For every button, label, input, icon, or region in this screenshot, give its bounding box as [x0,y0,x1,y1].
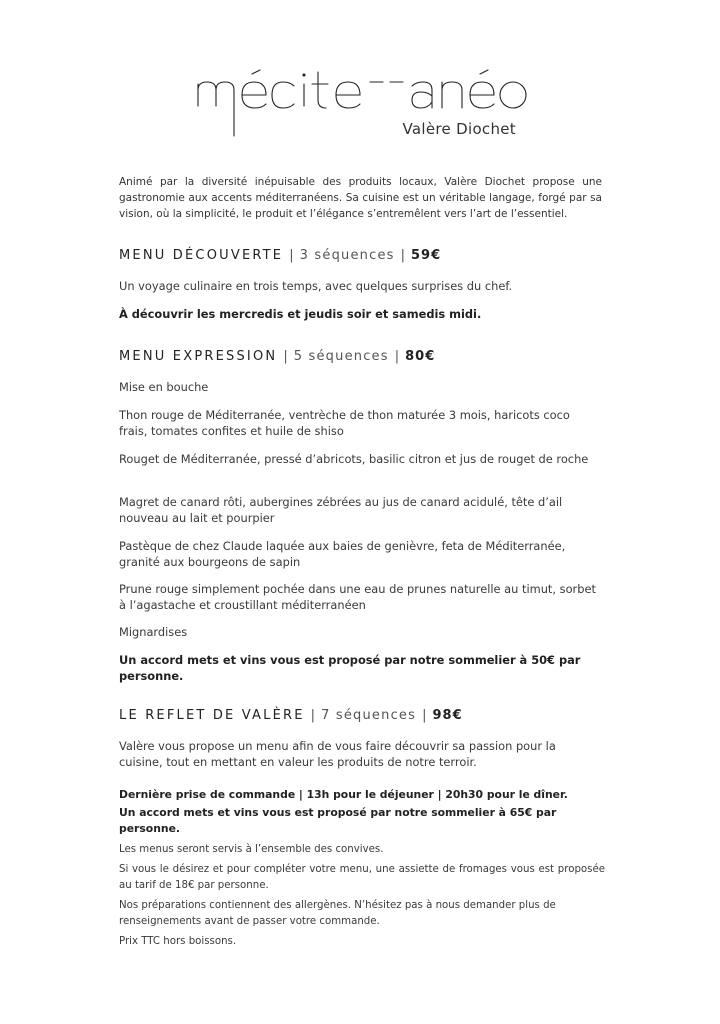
menu-reflet-description: Valère vous propose un menu afin de vous faire découvrir sa passion pour la cuisine, tout en mettant en valeur les produits de notre terroir. [119,739,556,769]
menu-name: MENU EXPRESSION [119,349,278,364]
separator: | [289,248,294,263]
course-item: Rouget de Méditerranée, pressé d’abricots, basilic citron et jus de rouget de roche [119,452,589,466]
menu-reflet-pairing: Un accord mets et vins vous est proposé par notre sommelier à 65€ par personne. [119,806,557,835]
course-item: Mignardises [119,625,188,639]
menu-price: 59€ [411,248,442,263]
menu-decouverte-description: Un voyage culinaire en trois temps, avec quelques surprises du chef. [119,279,513,293]
chef-name: Valère Diochet [402,120,516,138]
note-item: Nos préparations contiennent des allergènes. N’hésitez pas à nous demander plus de renseignements avant de passer votre commande. [119,900,556,927]
menu-price: 98€ [432,708,463,723]
separator: | [422,708,427,723]
course-item: Mise en bouche [119,380,209,394]
separator: | [310,708,316,723]
menu-reflet-heading [119,708,463,723]
restaurant-logo [190,68,530,148]
menu-name: MENU DÉCOUVERTE [119,248,284,263]
course-item: Magret de canard rôti, aubergines zébrées au jus de canard acidulé, tête d’ail nouveau au lait et pourpier [119,495,563,525]
menu-price: 80€ [405,349,436,364]
menu-sequences: 3 séquences [299,248,395,263]
menu-name: LE REFLET DE VALÈRE [119,708,305,723]
course-item: Pastèque de chez Claude laquée aux baies de genièvre, feta de Méditerranée, granité aux bourgeons de sapin [119,539,566,569]
menu-expression-heading [119,349,435,364]
note-item: Les menus seront servis à l’ensemble des convives. [119,844,384,855]
menu-sequences: 5 séquences [293,349,389,364]
menu-decouverte-availability: À découvrir les mercredis et jeudis soir et samedis midi. [119,307,482,321]
course-item: Thon rouge de Méditerranée, ventrèche de thon maturée 3 mois, haricots coco frais, tomates confites et huile de shiso [119,408,570,438]
note-item: Prix TTC hors boissons. [119,936,237,947]
course-item: Prune rouge simplement pochée dans une eau de prunes naturelle au timut, sorbet à l’agastache et croustillant méditerranéen [119,582,596,612]
last-order-times: Dernière prise de commande | 13h pour le déjeuner | 20h30 pour le dîner. [119,788,568,801]
menu-decouverte-heading [119,248,441,263]
menu-expression-pairing: Un accord mets et vins vous est proposé par notre sommelier à 50€ par personne. [119,653,581,683]
separator: | [283,349,288,364]
note-item: Si vous le désirez et pour compléter votre menu, une assiette de fromages vous est proposée au tarif de 18€ par personne. [119,864,605,891]
intro-paragraph: Animé par la diversité inépuisable des produits locaux, Valère Diochet propose une gastronomie aux accents méditerranéens. Sa cuisine est un véritable langage, forgé par sa vision, où la simplicité, le produit et l’élégance s’entremêlent vers l’art de l’essentiel. [119,176,602,220]
separator: | [400,248,406,263]
menu-sequences: 7 séquences [321,708,417,723]
separator: | [394,349,400,364]
